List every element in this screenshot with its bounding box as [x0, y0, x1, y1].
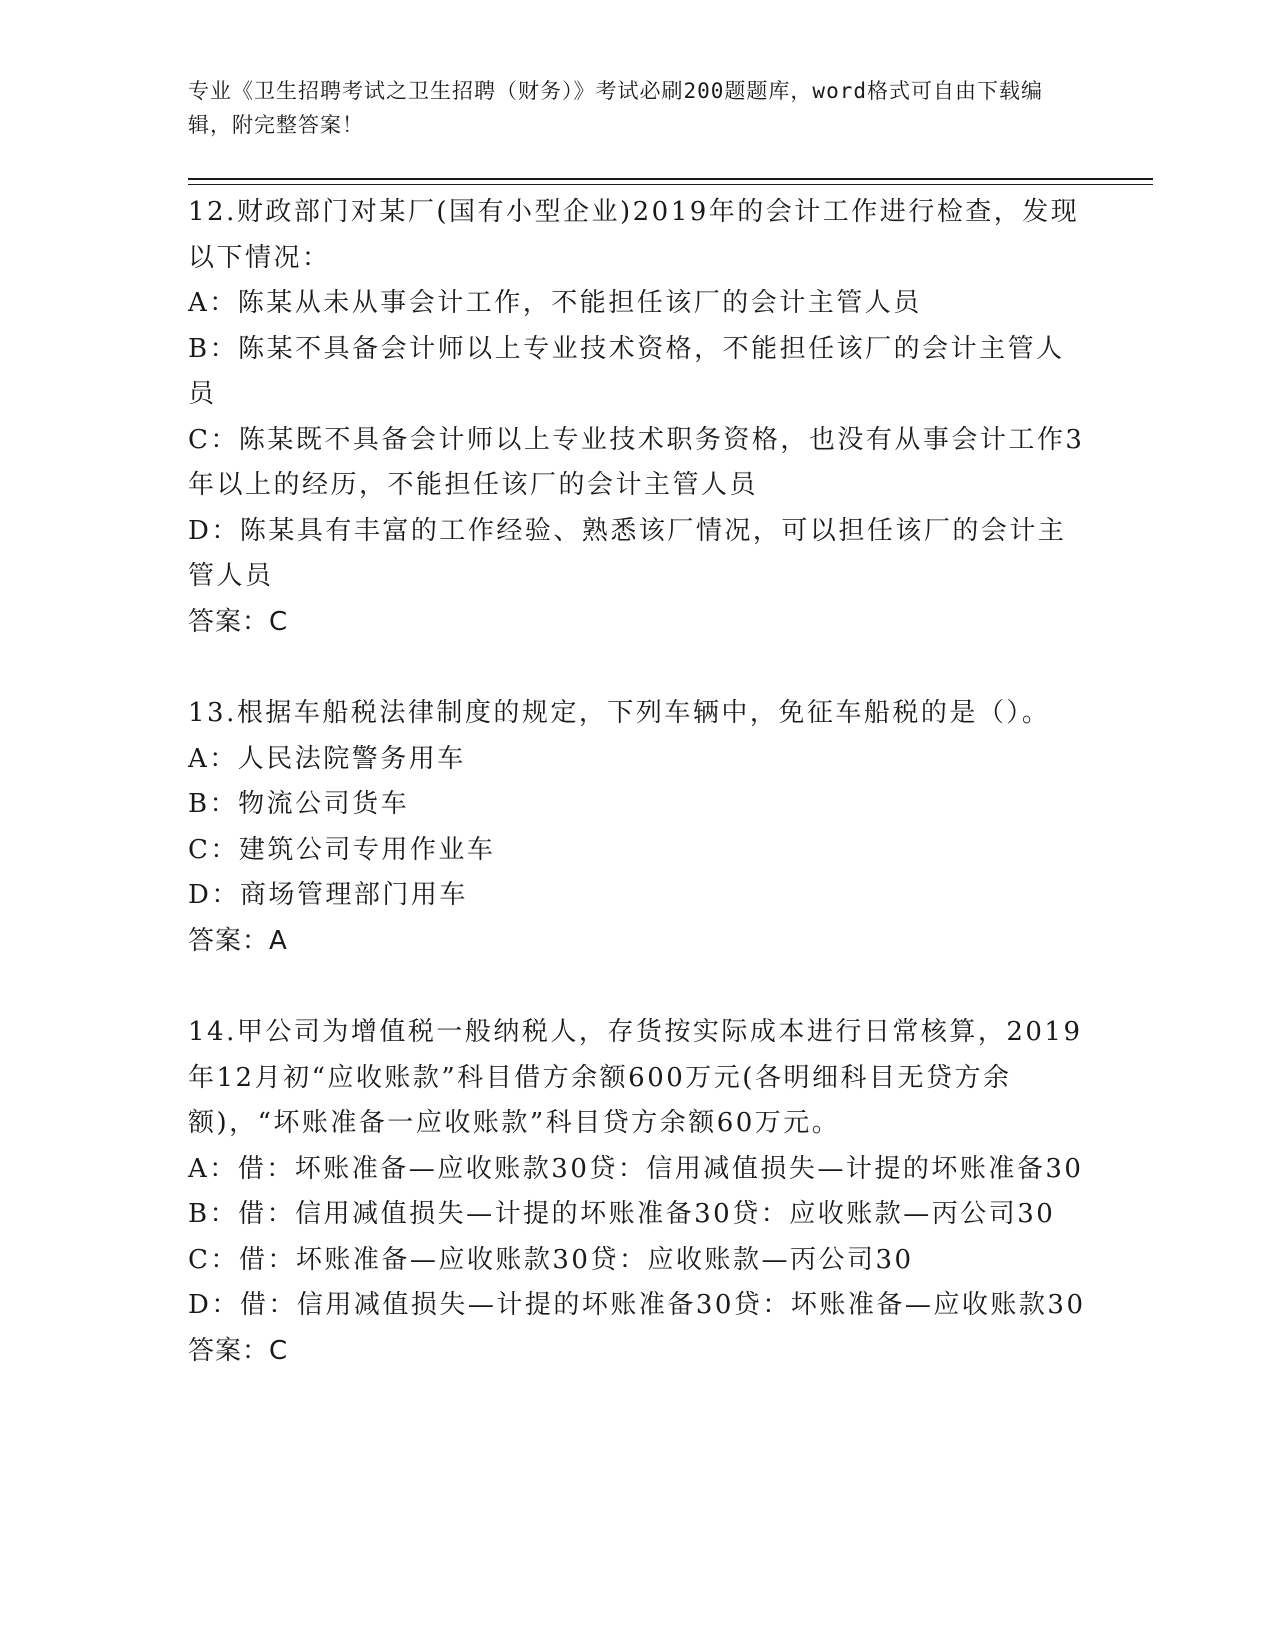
- header-divider-thin: [188, 184, 1153, 185]
- option-b: B：借：信用减值损失—计提的坏账准备30贷：应收账款—丙公司30: [188, 1199, 1056, 1229]
- option-b: B：陈某不具备会计师以上专业技术资格，不能担任该厂的会计主管人员: [188, 333, 1065, 409]
- answer: 答案：C: [188, 1335, 289, 1366]
- option-a: A：借：坏账准备—应收账款30贷：信用减值损失—计提的坏账准备30: [188, 1153, 1084, 1184]
- document-header: 专业《卫生招聘考试之卫生招聘（财务）》考试必刷200题题库，word格式可自由下载编辑，附完整答案！: [188, 79, 1043, 137]
- option-c: C：陈某既不具备会计师以上专业技术职务资格，也没有从事会计工作3年以上的经历，不能担任该厂的会计主管人员: [188, 424, 1085, 500]
- option-d: D：商场管理部门用车: [188, 880, 468, 910]
- option-c: C：建筑公司专用作业车: [188, 834, 496, 865]
- answer: 答案：C: [188, 606, 289, 637]
- question-13: [188, 691, 1088, 964]
- option-d: D：借：信用减值损失—计提的坏账准备30贷：坏账准备—应收账款30: [188, 1290, 1086, 1320]
- answer: 答案：A: [188, 925, 288, 956]
- question-stem: 12.财政部门对某厂(国有小型企业)2019年的会计工作进行检查，发现以下情况：: [188, 197, 1080, 273]
- question-stem: 14.甲公司为增值税一般纳税人，存货按实际成本进行日常核算，2019年12月初“应收账款”科目借方余额600万元(各明细科目无贷方余额)，“坏账准备一应收账款”科目贷方余额60万元。: [188, 1017, 1083, 1138]
- header-divider-thick: [188, 178, 1153, 180]
- option-d: D：陈某具有丰富的工作经验、熟悉该厂情况，可以担任该厂的会计主管人员: [188, 515, 1067, 591]
- question-14: [188, 1010, 1088, 1374]
- option-b: B：物流公司货车: [188, 789, 410, 819]
- question-stem: 13.根据车船税法律制度的规定，下列车辆中，免征车船税的是（）。: [188, 698, 1051, 728]
- option-a: A：人民法院警务用车: [188, 743, 466, 774]
- question-12: [188, 190, 1088, 645]
- option-c: C：借：坏账准备—应收账款30贷：应收账款—丙公司30: [188, 1244, 914, 1275]
- question-list: [188, 190, 1088, 1374]
- option-a: A：陈某从未从事会计工作，不能担任该厂的会计主管人员: [188, 288, 922, 318]
